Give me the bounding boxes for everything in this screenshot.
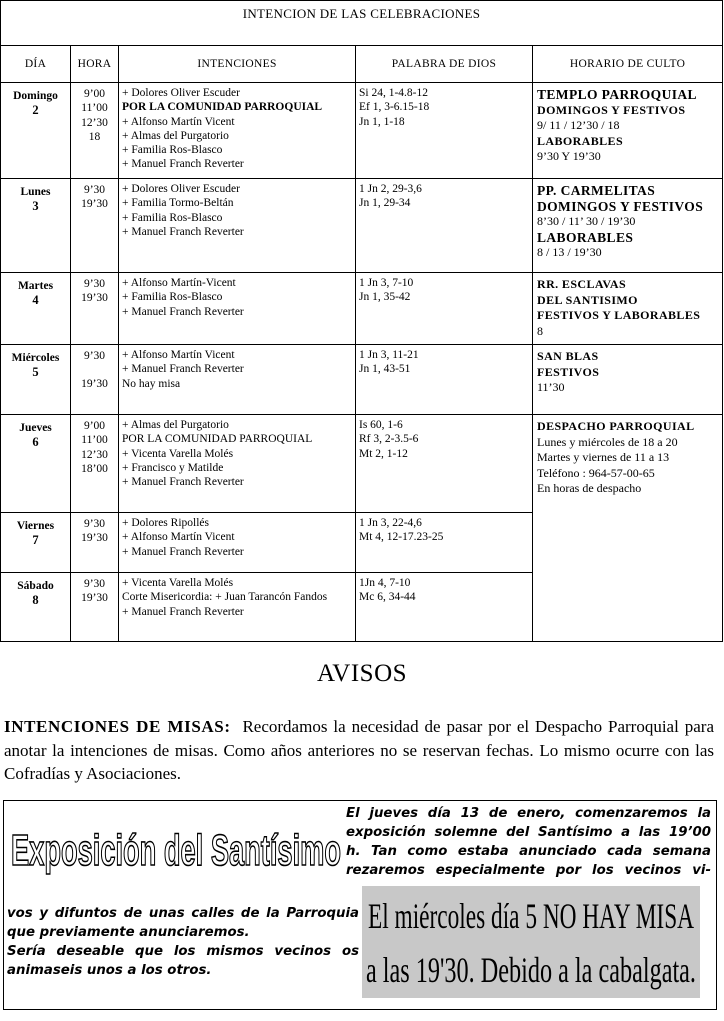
header-culto: HORARIO DE CULTO: [533, 46, 723, 83]
reading: Jn 1, 43-51: [359, 363, 411, 376]
day-number: 4: [32, 293, 39, 308]
reading: Jn 1, 35-42: [359, 291, 411, 304]
day-cell: [1, 273, 71, 345]
culto-line: 8’30 / 11’ 30 / 19’30: [537, 214, 636, 228]
reading: Mc 6, 34-44: [359, 591, 416, 604]
hour: 9’30: [83, 350, 106, 362]
intention: + Dolores Oliver Escuder: [122, 87, 240, 99]
culto-line: DOMINGOS Y FESTIVOS: [537, 102, 686, 117]
readings-cell: [356, 345, 533, 415]
hour: 19’30: [81, 292, 108, 305]
culto-line: PP. CARMELITAS: [537, 183, 656, 198]
hour: 19’30: [81, 532, 108, 545]
day-name: Martes: [17, 280, 54, 292]
culto-cell: [533, 345, 723, 415]
hours-cell: [71, 573, 119, 642]
culto-line: 8: [537, 323, 543, 338]
schedule-row: [1, 345, 723, 415]
intention: + Alfonso Martín Vicent: [122, 115, 235, 128]
reading: Si 24, 1-4.8-12: [359, 87, 428, 99]
exposicion-line: rezaremos especialmente por los vecinos vi-: [346, 863, 711, 878]
hours-cell: [71, 415, 119, 513]
intention: + Vicenta Varella Molés: [122, 447, 234, 460]
exposicion-line: El jueves día 13 de enero, comenzaremos la: [346, 806, 711, 821]
exposicion-line: animaseis unos a los otros.: [7, 963, 212, 978]
intention: + Almas del Purgatorio: [122, 129, 229, 142]
intention: + Familia Ros-Blasco: [122, 211, 223, 224]
exposicion-line: h. Tan como estaba anunciado cada semana: [346, 844, 711, 859]
culto-cell: [533, 83, 723, 179]
schedule-row: [1, 179, 723, 273]
intention: + Vicenta Varella Molés: [122, 577, 234, 589]
reading: Rf 3, 2-3.5-6: [359, 433, 419, 446]
intentions-cell: [119, 415, 356, 513]
day-number: 3: [32, 199, 39, 214]
exposicion-title-graphic: [9, 819, 344, 875]
culto-line: FESTIVOS Y LABORABLES: [537, 308, 701, 322]
hours-cell: [71, 83, 119, 179]
reading: 1Jn 4, 7-10: [359, 577, 411, 589]
culto-line: LABORABLES: [537, 133, 624, 148]
day-number: 8: [32, 593, 39, 608]
reading: 1 Jn 3, 7-10: [359, 277, 414, 289]
hour: 11’00: [81, 102, 108, 115]
intentions-cell: [119, 345, 356, 415]
hour: 12’30: [81, 116, 108, 129]
culto-line: 8 / 13 / 19’30: [537, 245, 602, 259]
intention: + Familia Ros-Blasco: [122, 291, 223, 304]
intenciones-head: INTENCIONES DE MISAS:: [4, 717, 231, 736]
reading: Jn 1, 1-18: [359, 115, 405, 128]
schedule-row: [1, 273, 723, 345]
exposicion-box: [3, 800, 717, 1010]
readings-cell: [356, 573, 533, 642]
day-name: Miércoles: [11, 352, 60, 364]
intention: + Manuel Franch Reverter: [122, 363, 244, 376]
no-misa-notice: [362, 886, 700, 998]
intenciones-paragraph: [4, 715, 714, 786]
hour: 11’00: [81, 434, 108, 447]
intention: Corte Misericordia: + Juan Tarancón Fandos: [122, 591, 328, 604]
hours-cell: [71, 345, 119, 415]
exposicion-line: exposición solemne del Santísimo a las 19’00: [346, 825, 711, 840]
day-name: Sábado: [17, 580, 54, 592]
header-hora: HORA: [71, 46, 119, 83]
culto-cell: [533, 273, 723, 345]
intentions-cell: [119, 513, 356, 573]
reading: 1 Jn 2, 29-3,6: [359, 183, 422, 195]
intention: + Francisco y Matilde: [122, 461, 224, 474]
exposicion-text-2: [7, 904, 359, 980]
exposicion-line: Sería deseable que los mismos vecinos os: [7, 944, 359, 959]
hour: 18: [88, 130, 101, 143]
culto-line: 9/ 11 / 12’30 / 18: [537, 118, 620, 132]
hour: 9’30: [83, 518, 106, 530]
day-cell: [1, 573, 71, 642]
culto-line: FESTIVOS: [537, 364, 600, 379]
day-name: Domingo: [13, 90, 58, 102]
day-number: 6: [32, 435, 39, 450]
culto-line: Martes y viernes de 11 a 13: [537, 450, 670, 464]
culto-line: Lunes y miércoles de 18 a 20: [537, 434, 678, 449]
culto-line: En horas de despacho: [537, 481, 642, 495]
exposicion-line: que previamente anunciaremos.: [7, 925, 250, 940]
no-misa-line-2: a las 19'30. Debido a la cabalgata.: [366, 950, 696, 990]
schedule-title: INTENCION DE LAS CELEBRACIONES: [1, 1, 723, 46]
hour: 9’30: [83, 278, 106, 290]
intention: + Manuel Franch Reverter: [122, 476, 244, 489]
intentions-cell: [119, 573, 356, 642]
reading: Jn 1, 29-34: [359, 197, 411, 210]
readings-cell: [356, 273, 533, 345]
culto-cell: [533, 179, 723, 273]
header-palabra: PALABRA DE DIOS: [356, 46, 533, 83]
intention: No hay misa: [122, 377, 181, 390]
hour: 9’30: [83, 578, 106, 590]
intention: + Dolores Oliver Escuder: [122, 183, 240, 195]
day-name: Lunes: [20, 186, 51, 198]
culto-line: 9’30 Y 19’30: [537, 149, 601, 163]
hour: 19’30: [81, 378, 108, 391]
intention: POR LA COMUNIDAD PARROQUIAL: [122, 101, 323, 114]
hour: [71, 363, 118, 377]
readings-cell: [356, 83, 533, 179]
no-misa-line-1: El miércoles día 5 NO HAY MISA: [368, 896, 694, 936]
intention: + Familia Tormo-Beltán: [122, 197, 234, 210]
hour: 12’30: [81, 448, 108, 461]
avisos-heading: AVISOS: [316, 660, 408, 687]
culto-line: SAN BLAS: [537, 349, 599, 363]
hour: 18’00: [81, 462, 108, 475]
culto-line: DOMINGOS Y FESTIVOS: [537, 198, 704, 214]
exposicion-line: vos y difuntos de unas calles de la Parroquia: [7, 906, 359, 921]
reading: Ef 1, 3-6.15-18: [359, 101, 430, 114]
intention: + Manuel Franch Reverter: [122, 305, 244, 318]
hour: 19’30: [81, 198, 108, 211]
reading: Mt 4, 12-17.23-25: [359, 531, 444, 544]
schedule-row: [1, 415, 723, 513]
intention: + Manuel Franch Reverter: [122, 158, 244, 171]
intentions-cell: [119, 179, 356, 273]
reading: Is 60, 1-6: [359, 419, 403, 431]
day-cell: [1, 513, 71, 573]
hour: 9’00: [83, 420, 106, 432]
day-number: 5: [32, 365, 39, 380]
intention: POR LA COMUNIDAD PARROQUIAL: [122, 433, 313, 446]
day-cell: [1, 179, 71, 273]
intention: + Dolores Ripollés: [122, 517, 209, 529]
schedule-row: [1, 83, 723, 179]
reading: 1 Jn 3, 11-21: [359, 349, 419, 361]
exposicion-text-1: [346, 804, 711, 880]
culto-line: 11’30: [537, 380, 565, 394]
readings-cell: [356, 415, 533, 513]
day-cell: [1, 415, 71, 513]
intention: + Alfonso Martín-Vicent: [122, 277, 236, 289]
hour: 19’30: [81, 592, 108, 605]
readings-cell: [356, 513, 533, 573]
day-cell: [1, 83, 71, 179]
culto-line: RR. ESCLAVAS: [537, 277, 627, 291]
intentions-cell: [119, 273, 356, 345]
culto-line: Teléfono : 964-57-00-65: [537, 465, 655, 480]
day-cell: [1, 345, 71, 415]
reading: Mt 2, 1-12: [359, 447, 408, 460]
culto-line: TEMPLO PARROQUIAL: [537, 87, 697, 102]
culto-line: DEL SANTISIMO: [537, 292, 638, 307]
hours-cell: [71, 273, 119, 345]
culto-line: LABORABLES: [537, 229, 634, 245]
intention: + Almas del Purgatorio: [122, 419, 229, 431]
day-number: 2: [32, 103, 39, 118]
intention: + Familia Ros-Blasco: [122, 144, 223, 157]
intention: + Manuel Franch Reverter: [122, 225, 244, 238]
reading: 1 Jn 3, 22-4,6: [359, 517, 422, 529]
intentions-cell: [119, 83, 356, 179]
intention: + Alfonso Martín Vicent: [122, 531, 235, 544]
readings-cell: [356, 179, 533, 273]
intention: + Alfonso Martín Vicent: [122, 349, 235, 361]
hour: 9’30: [83, 184, 106, 196]
exposicion-title: Exposición del Santísimo: [11, 826, 341, 875]
day-number: 7: [32, 533, 39, 548]
hour: 9’00: [83, 88, 106, 100]
header-dia: DÍA: [1, 46, 71, 83]
intention: + Manuel Franch Reverter: [122, 605, 244, 618]
culto-line: DESPACHO PARROQUIAL: [537, 419, 695, 433]
day-name: Jueves: [19, 422, 52, 434]
intention: + Manuel Franch Reverter: [122, 545, 244, 558]
intenciones-text: Recordamos la necesidad de pasar por el Despacho Parroquial para anotar la intenciones de misas. Como años anteriores no se reservan fechas. Lo mismo ocurre con las Cofradías y Asociaciones.: [4, 717, 714, 783]
header-intenciones: INTENCIONES: [119, 46, 356, 83]
day-name: Viernes: [16, 520, 55, 532]
hours-cell: [71, 513, 119, 573]
culto-cell: [533, 415, 723, 642]
hours-cell: [71, 179, 119, 273]
